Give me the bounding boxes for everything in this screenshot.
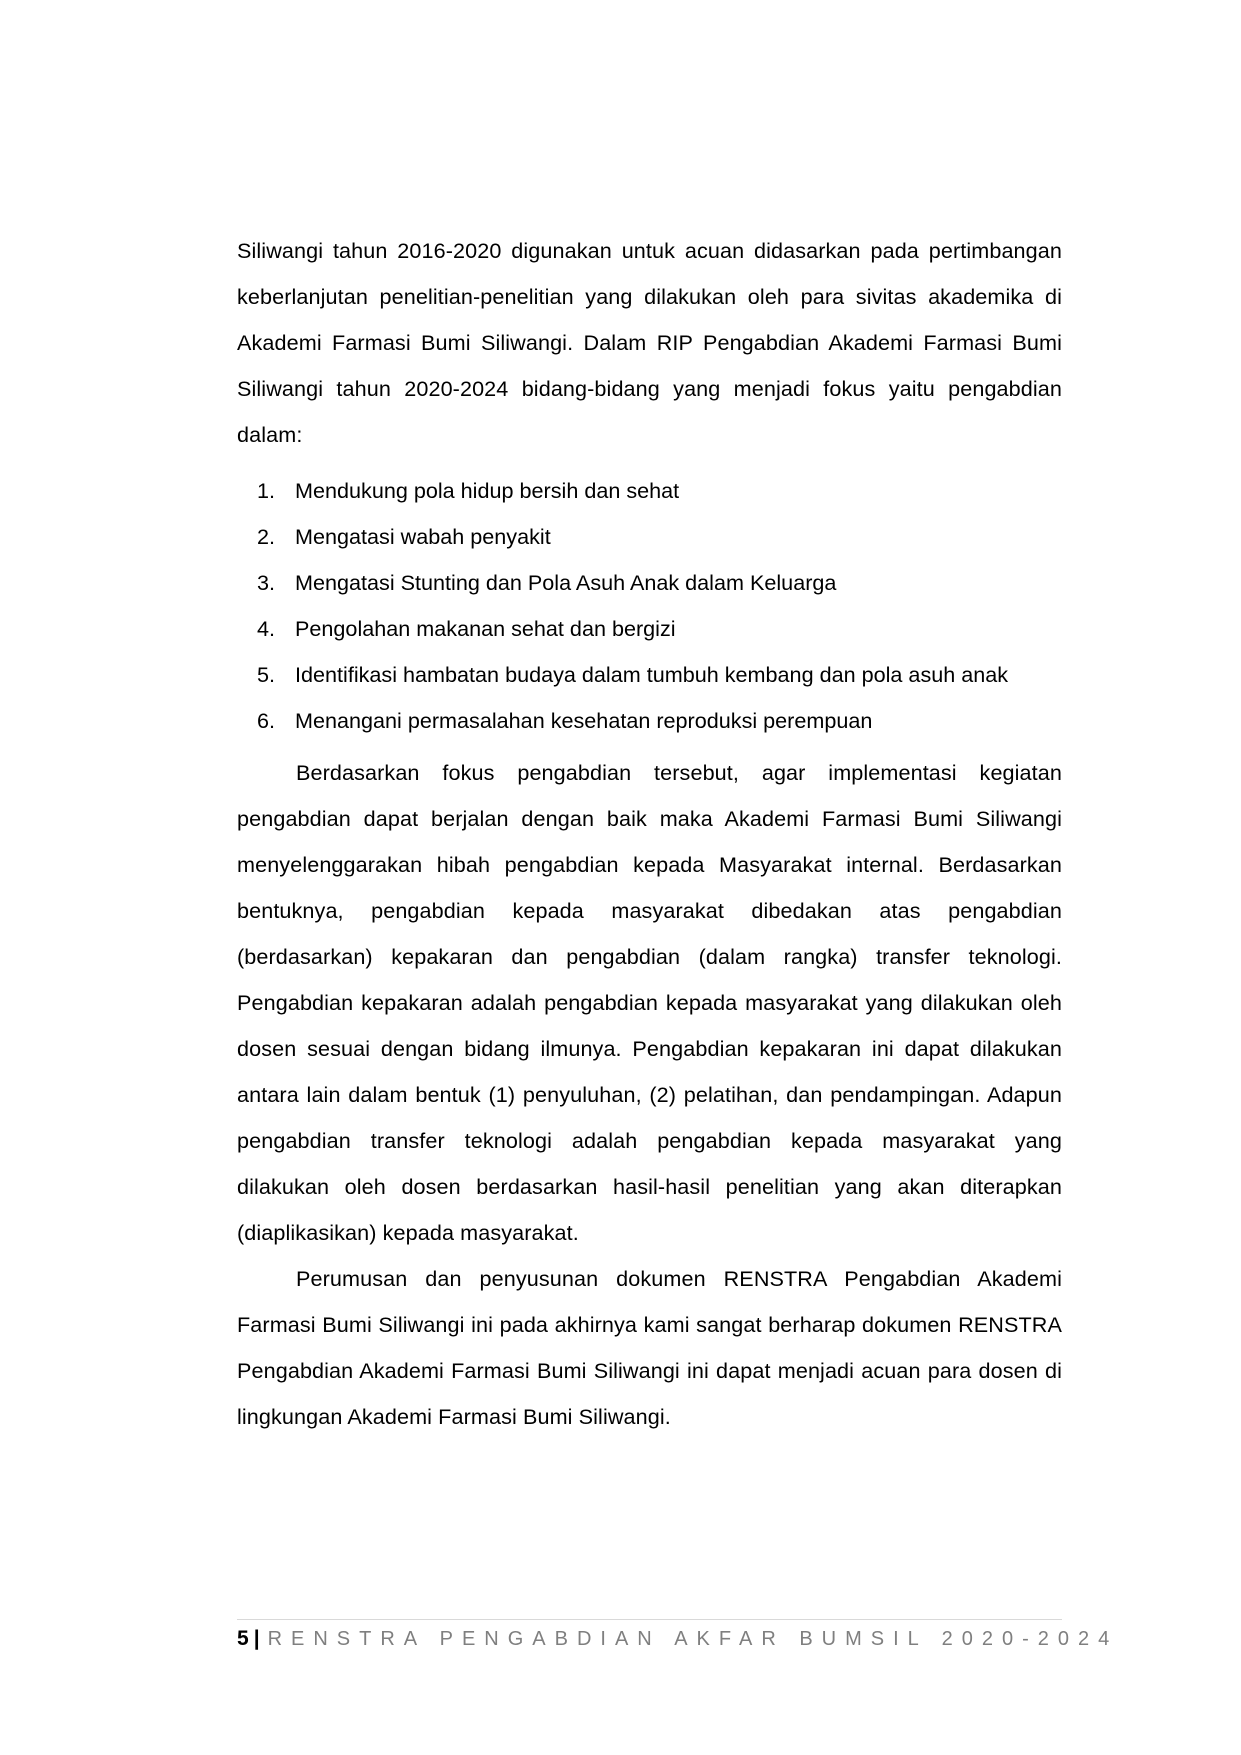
list-item — [237, 698, 1062, 744]
page-number: 5 — [237, 1627, 249, 1650]
focus-list — [237, 468, 1062, 744]
list-item — [237, 560, 1062, 606]
list-item-text: Menangani permasalahan kesehatan reproduksi perempuan — [295, 708, 873, 733]
list-item — [237, 514, 1062, 560]
list-item-number: 6. — [256, 708, 275, 733]
list-item-number: 1. — [256, 478, 275, 503]
list-item-text: Mengatasi wabah penyakit — [295, 524, 551, 549]
list-item — [237, 606, 1062, 652]
body-paragraph-2: Berdasarkan fokus pengabdian tersebut, agar implementasi kegiatan pengabdian dapat berjalan dengan baik maka Akademi Farmasi Bumi Siliwangi menyelenggarakan hibah pengabdian kepada Masyarakat internal. Berdasarkan bentuknya, pengabdian kepada masyarakat dibedakan atas pengabdian (berdasarkan) kepakaran dan pengabdian (dalam rangka) transfer teknologi. Pengabdian kepakaran adalah pengabdian kepada masyarakat yang dilakukan oleh dosen sesuai dengan bidang ilmunya. Pengabdian kepakaran ini dapat dilakukan antara lain dalam bentuk (1) penyuluhan, (2) pelatihan, dan pendampingan. Adapun pengabdian transfer teknologi adalah pengabdian kepada masyarakat yang dilakukan oleh dosen berdasarkan hasil-hasil penelitian yang akan diterapkan (diaplikasikan) kepada masyarakat. — [237, 760, 1062, 1245]
page-footer — [237, 1624, 1118, 1654]
list-item-text: Pengolahan makanan sehat dan bergizi — [295, 616, 676, 641]
footer-separator: | — [253, 1627, 260, 1650]
body-paragraph-3: Perumusan dan penyusunan dokumen RENSTRA Pengabdian Akademi Farmasi Bumi Siliwangi ini pada akhirnya kami sangat berharap dokumen RENSTRA Pengabdian Akademi Farmasi Bumi Siliwangi ini dapat menjadi acuan para dosen di lingkungan Akademi Farmasi Bumi Siliwangi. — [237, 1266, 1062, 1429]
list-item-number: 2. — [256, 524, 275, 549]
footer-divider — [237, 1619, 1062, 1620]
list-item-number: 4. — [256, 616, 275, 641]
intro-paragraph: Siliwangi tahun 2016-2020 digunakan untuk acuan didasarkan pada pertimbangan keberlanjutan penelitian-penelitian yang dilakukan oleh para sivitas akademika di Akademi Farmasi Bumi Siliwangi. Dalam RIP Pengabdian Akademi Farmasi Bumi Siliwangi tahun 2020-2024 bidang-bidang yang menjadi fokus yaitu pengabdian dalam: — [237, 238, 1062, 447]
list-item — [237, 468, 1062, 514]
list-item — [237, 652, 1062, 698]
document-body — [237, 228, 1062, 1440]
list-item-text: Identifikasi hambatan budaya dalam tumbuh kembang dan pola asuh anak — [295, 662, 1009, 687]
list-item-number: 3. — [256, 570, 275, 595]
list-item-number: 5. — [256, 662, 275, 687]
list-item-text: Mengatasi Stunting dan Pola Asuh Anak dalam Keluarga — [295, 570, 837, 595]
footer-title: RENSTRA PENGABDIAN AKFAR BUMSIL 2020-2024 — [267, 1627, 1119, 1650]
list-item-text: Mendukung pola hidup bersih dan sehat — [295, 478, 680, 503]
